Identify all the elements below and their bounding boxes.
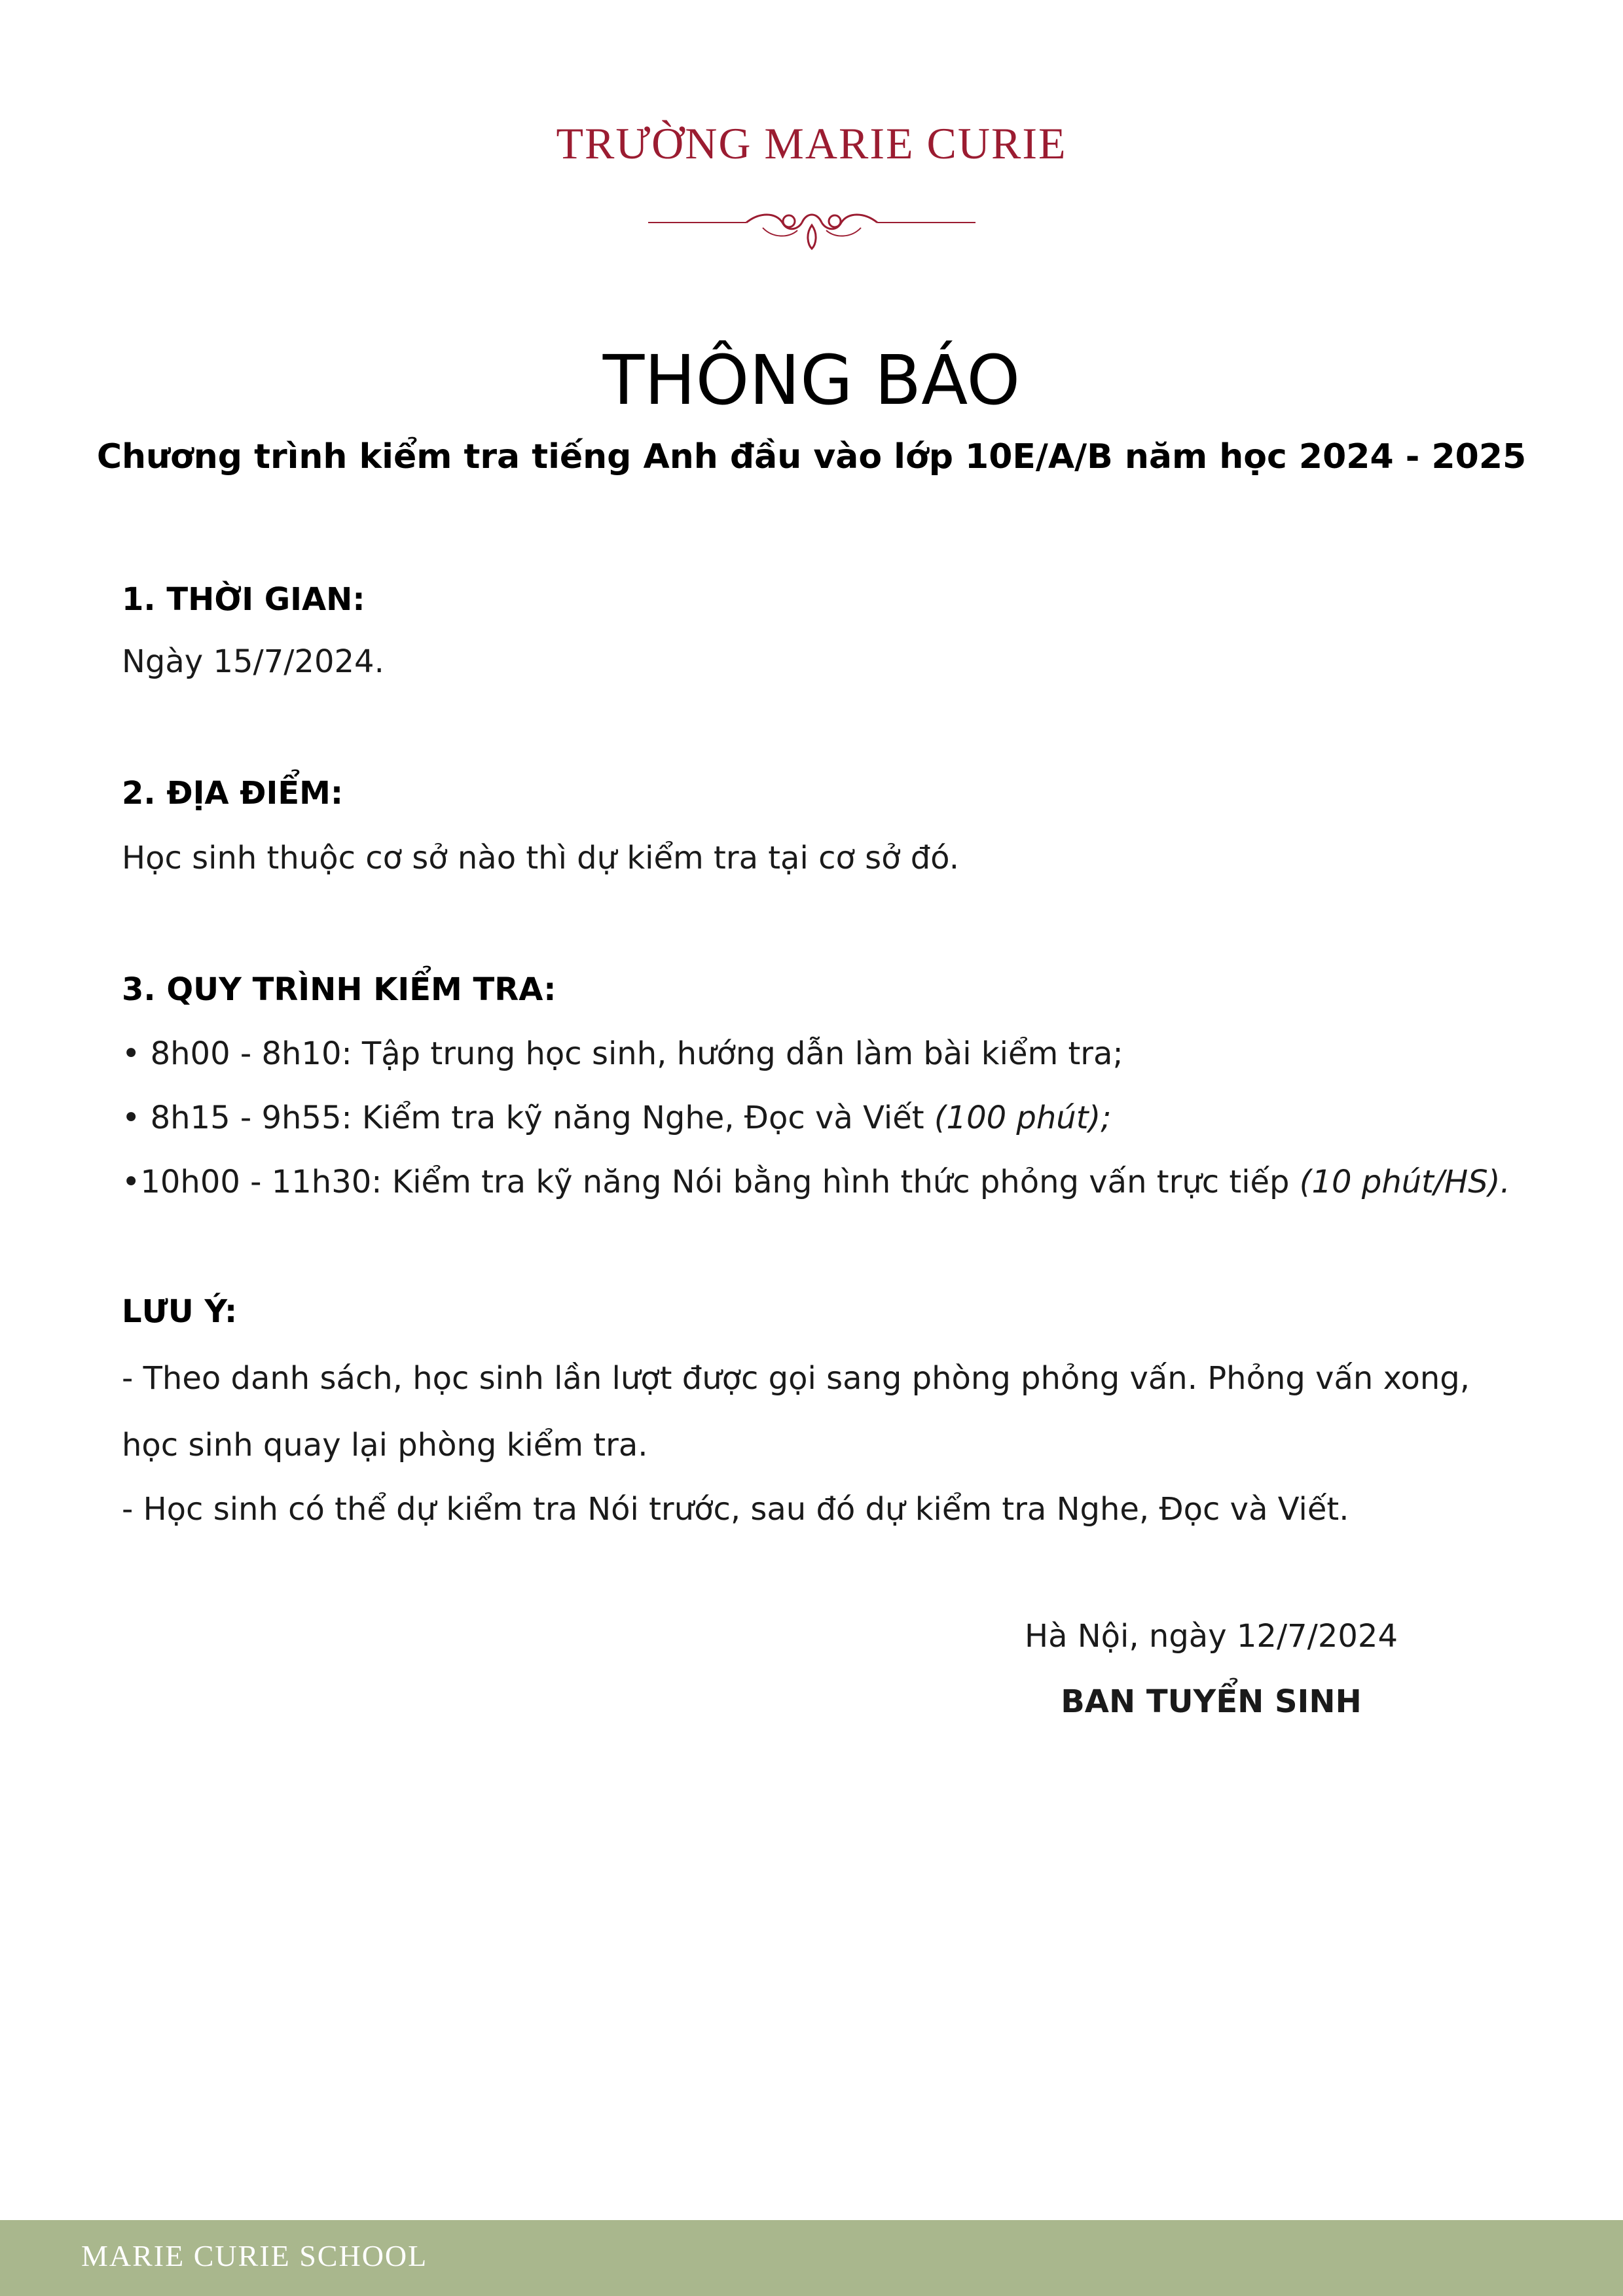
document-title: THÔNG BÁO	[602, 340, 1021, 420]
section-location-heading: 2. ĐỊA ĐIỂM:	[122, 775, 344, 812]
note-line: - Học sinh có thể dự kiểm tra Nói trước, sau đó dự kiểm tra Nghe, Đọc và Viết.	[122, 1491, 1349, 1528]
note-line: học sinh quay lại phòng kiểm tra.	[122, 1427, 648, 1463]
procedure-item-note: (100 phút);	[934, 1100, 1112, 1136]
section-time-text: Ngày 15/7/2024.	[122, 643, 384, 680]
procedure-item	[122, 1100, 1111, 1136]
document-subtitle: Chương trình kiểm tra tiếng Anh đầu vào lớp 10E/A/B năm học 2024 - 2025	[96, 437, 1527, 476]
section-time-heading: 1. THỜI GIAN:	[122, 581, 365, 618]
procedure-item-text: • 8h15 - 9h55: Kiểm tra kỹ năng Nghe, Đọc và Viết	[122, 1100, 934, 1136]
signature-place-date: Hà Nội, ngày 12/7/2024	[1025, 1618, 1398, 1655]
procedure-item	[122, 1164, 1510, 1200]
procedure-item-text: • 8h00 - 8h10: Tập trung học sinh, hướng dẫn làm bài kiểm tra;	[122, 1035, 1123, 1072]
school-name: TRƯỜNG MARIE CURIE	[556, 118, 1067, 168]
section-procedure-heading: 3. QUY TRÌNH KIỂM TRA:	[122, 971, 556, 1008]
note-line: - Theo danh sách, học sinh lần lượt được gọi sang phòng phỏng vấn. Phỏng vấn xong,	[122, 1360, 1470, 1397]
procedure-item-note: (10 phút/HS).	[1299, 1164, 1510, 1200]
ornament-divider-icon	[648, 208, 976, 260]
section-location-text: Học sinh thuộc cơ sở nào thì dự kiểm tra tại cơ sở đó.	[122, 840, 959, 876]
signature-signer: BAN TUYỂN SINH	[1061, 1683, 1362, 1720]
footer-school-name: MARIE CURIE SCHOOL	[81, 2239, 428, 2272]
procedure-item	[122, 1035, 1123, 1072]
footer-bar	[0, 2220, 1623, 2296]
section-notes-heading: LƯU Ý:	[122, 1293, 238, 1330]
procedure-item-text: •10h00 - 11h30: Kiểm tra kỹ năng Nói bằng hình thức phỏng vấn trực tiếp	[122, 1164, 1300, 1200]
